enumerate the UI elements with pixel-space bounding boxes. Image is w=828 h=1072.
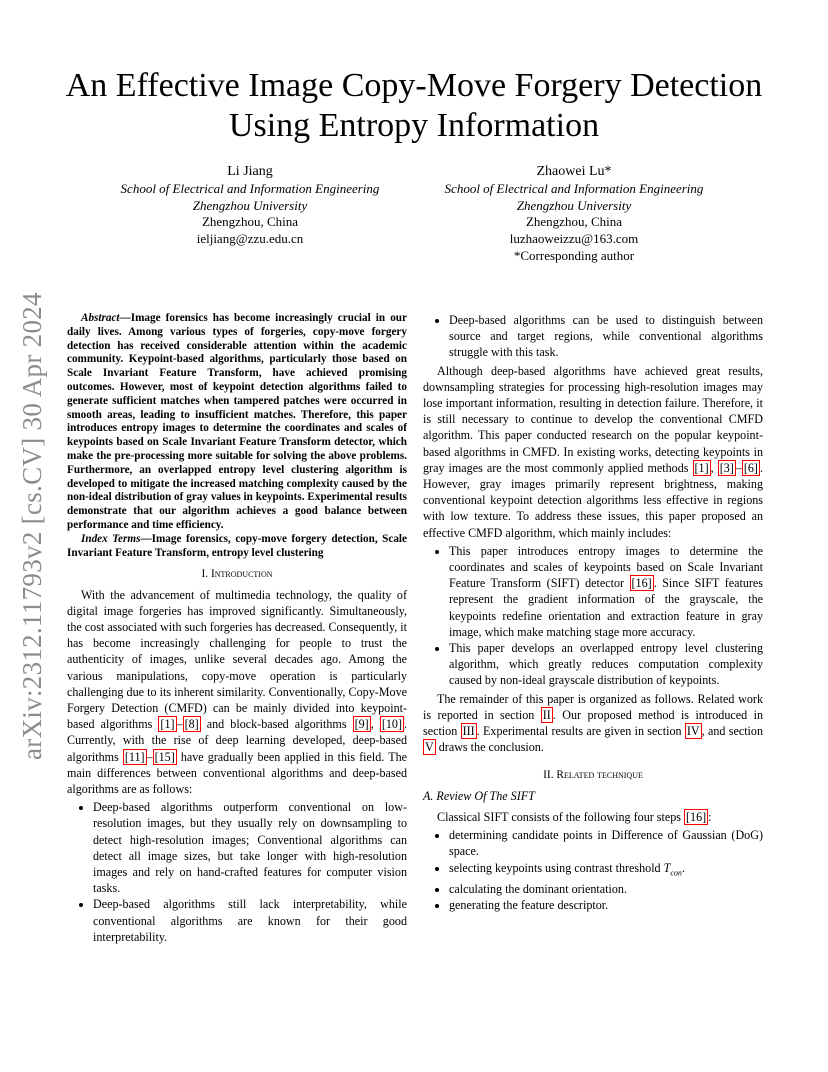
text-run: Although deep-based algorithms have achieved great results, downsampling strategies for processing high-resolution images may lose important information, resulting in detection failure. Therefore, it is still necessary to continue to develop the conventional CMFD algorithm. This paper conducted research on the popular keypoint-based algorithms in CMFD. In existing works, detecting keypoints in gray images are the most commonly applied methods: [423, 363, 763, 475]
list-item: [449, 860, 763, 882]
citation-link[interactable]: [1]: [160, 717, 175, 732]
section-heading-introduction: I. Introduction: [201, 568, 273, 581]
sift-paragraph: [423, 809, 763, 825]
text-run: :: [708, 809, 712, 824]
differences-list-continued: [423, 312, 763, 361]
text-run: selecting keypoints using contrast threshold: [449, 860, 664, 875]
text-run: and block-based algorithms: [200, 717, 353, 732]
text-run: draws the conclusion.: [435, 740, 544, 755]
index-terms-label: Index Terms: [81, 532, 141, 545]
author-university: Zhengzhou University: [192, 197, 308, 213]
author-name: Zhaowei Lu*: [536, 164, 612, 179]
author-email[interactable]: ieljiang@zzu.edu.cn: [196, 231, 304, 247]
text-run: , and section: [701, 724, 764, 739]
list-item: • calculating the dominant orientation.: [449, 881, 763, 897]
text-run: . However, gray images primarily represent brightness, making conventional keypoint detection algorithms less effective in regions with low texture. To address these issues, this paper proposed an effective CMFD algorithm, which mainly includes:: [423, 460, 763, 540]
paper-title: An Effective Image Copy-Move Forgery Detection Using Entropy Information: [65, 67, 763, 144]
abstract-label: Abstract: [81, 312, 120, 324]
author-block-2: [424, 164, 724, 265]
author-city: Zhengzhou, China: [525, 214, 623, 230]
text-run: . Currently, with the rise of deep learning developed, deep-based algorithms: [67, 717, 408, 764]
text-run: –: [735, 460, 742, 475]
math-symbol: T: [663, 860, 671, 875]
contributions-list: [423, 543, 763, 689]
list-item: • This paper develops an overlapped entropy level clustering algorithm, which greatly reduces computation complexity caused by non-ideal grayscale distribution of keypoints.: [449, 640, 763, 689]
text-run: This paper introduces entropy images to determine the coordinates and scales of keypoints based on Scale Invariant Feature Transform (SIFT) detector: [449, 543, 763, 591]
citation-link[interactable]: [6]: [743, 460, 758, 475]
index-terms: [67, 533, 407, 561]
section-link[interactable]: IV: [686, 724, 700, 739]
abstract: [67, 312, 407, 533]
citation-link[interactable]: [3]: [719, 460, 734, 475]
citation-link[interactable]: [9]: [354, 717, 369, 732]
author-university: Zhengzhou University: [516, 197, 632, 213]
list-item: • Deep-based algorithms still lack interpretability, while conventional algorithms are known for their good interpretability.: [93, 896, 407, 945]
author-name: Li Jiang: [227, 164, 273, 179]
sift-steps-list: [423, 827, 763, 913]
text-run: ,: [710, 460, 718, 475]
corresponding-note: *Corresponding author: [513, 247, 635, 263]
text-run: .: [681, 860, 685, 875]
motivation-paragraph: [423, 363, 763, 541]
organization-paragraph: [423, 691, 763, 756]
text-run: Classical SIFT consists of the following four steps: [437, 809, 685, 824]
left-column: [67, 312, 407, 947]
right-column: [423, 312, 763, 916]
text-run: ,: [370, 717, 380, 732]
citation-link[interactable]: [15]: [154, 749, 175, 764]
intro-paragraph: [67, 587, 407, 798]
citation-link[interactable]: [16]: [686, 809, 707, 824]
differences-list: [67, 799, 407, 945]
author-block-1: [100, 164, 400, 248]
abstract-text: —Image forensics has become increasingly crucial in our daily lives. Among various types of forgeries, copy-move forgery detection has received considerable attention within the academic community. Keypoint-based algorithms, particularly those based on Scale Invariant Feature Transform, have achieved promising outcomes. However, most of keypoint detection algorithms failed to generate sufficient matches when tampered patches were occurred in smooth areas, leading to insufficient matches. Therefore, this paper introduces entropy images to determine the coordinates and scales of keypoints based on Scale Invariant Feature Transform detector, which make the pre-processing more suitable for solving the above problems. Furthermore, an overlapped entropy level clustering algorithm is developed to mitigate the increased matching complexity caused by the non-ideal distribution of gray values in keypoints. Experimental results demonstrate that our algorithm achieves a good balance between performance and time efficiency.: [67, 312, 407, 531]
math-subscript: con: [670, 867, 682, 877]
text-run: With the advancement of multimedia technology, the quality of digital image forgeries has improved significantly. Simultaneously, the cost associated with such forgeries has decreased. Consequently, it has become increasingly challenging for people to trust the authenticity of images, unlike several decades ago. Among the various manipulations, copy-move operation is particularly challenging due to its inherent similarity. Conventionally, Copy-Move Forgery Detection (CMFD) can be mainly divided into keypoint-based algorithms: [67, 587, 407, 732]
section-link[interactable]: III: [462, 724, 475, 739]
list-item: • Deep-based algorithms outperform conventional on low-resolution images, but they usually rely on downsampling to detect high-resolution images; Conventional algorithms can detect all image sizes, but take longer with high-resolution images and rely on hand-crafted features for computer vision tasks.: [93, 799, 407, 896]
subsection-heading: A. Review Of The SIFT: [423, 788, 535, 803]
list-item: • determining candidate points in Difference of Gaussian (DoG) space.: [449, 827, 763, 859]
text-run: have gradually been applied in this field. The main differences between conventional algorithms and deep-based algorithms are as follows:: [67, 749, 407, 796]
author-city: Zhengzhou, China: [201, 214, 299, 230]
list-item: • generating the feature descriptor.: [449, 897, 763, 913]
list-item: • Deep-based algorithms can be used to distinguish between source and target regions, while conventional algorithms struggle with this task.: [449, 312, 763, 361]
citation-link[interactable]: [11]: [124, 749, 145, 764]
citation-link[interactable]: [16]: [631, 576, 652, 591]
citation-link[interactable]: [8]: [184, 717, 199, 732]
author-affiliation: School of Electrical and Information Engineering: [444, 180, 704, 196]
citation-link[interactable]: [10]: [381, 717, 402, 732]
section-link[interactable]: II: [542, 707, 551, 722]
author-email[interactable]: luzhaoweizzu@163.com: [509, 231, 639, 247]
text-run: –: [146, 749, 153, 764]
section-link[interactable]: V: [425, 740, 434, 755]
text-run: . Our proposed method is introduced in section: [423, 707, 763, 739]
text-run: . Since SIFT features represent the gradient information of the grayscale, the keypoints redefine orientation and extraction feature in gray image, which make matching stage more accuracy.: [449, 576, 763, 639]
list-item: [449, 543, 763, 640]
citation-link[interactable]: [1]: [694, 460, 709, 475]
author-affiliation: School of Electrical and Information Engineering: [120, 180, 380, 196]
text-run: The remainder of this paper is organized as follows. Related work is reported in section: [423, 691, 763, 722]
section-heading-related: II. Related technique: [543, 769, 643, 782]
text-run: –: [176, 717, 183, 732]
arxiv-identifier: arXiv:2312.11793v2 [cs.CV] 30 Apr 2024: [17, 292, 47, 760]
text-run: . Experimental results are given in section: [476, 724, 685, 739]
index-terms-text: —Image forensics, copy-move forgery detection, Scale Invariant Feature Transform, entropy level clustering: [67, 532, 407, 559]
